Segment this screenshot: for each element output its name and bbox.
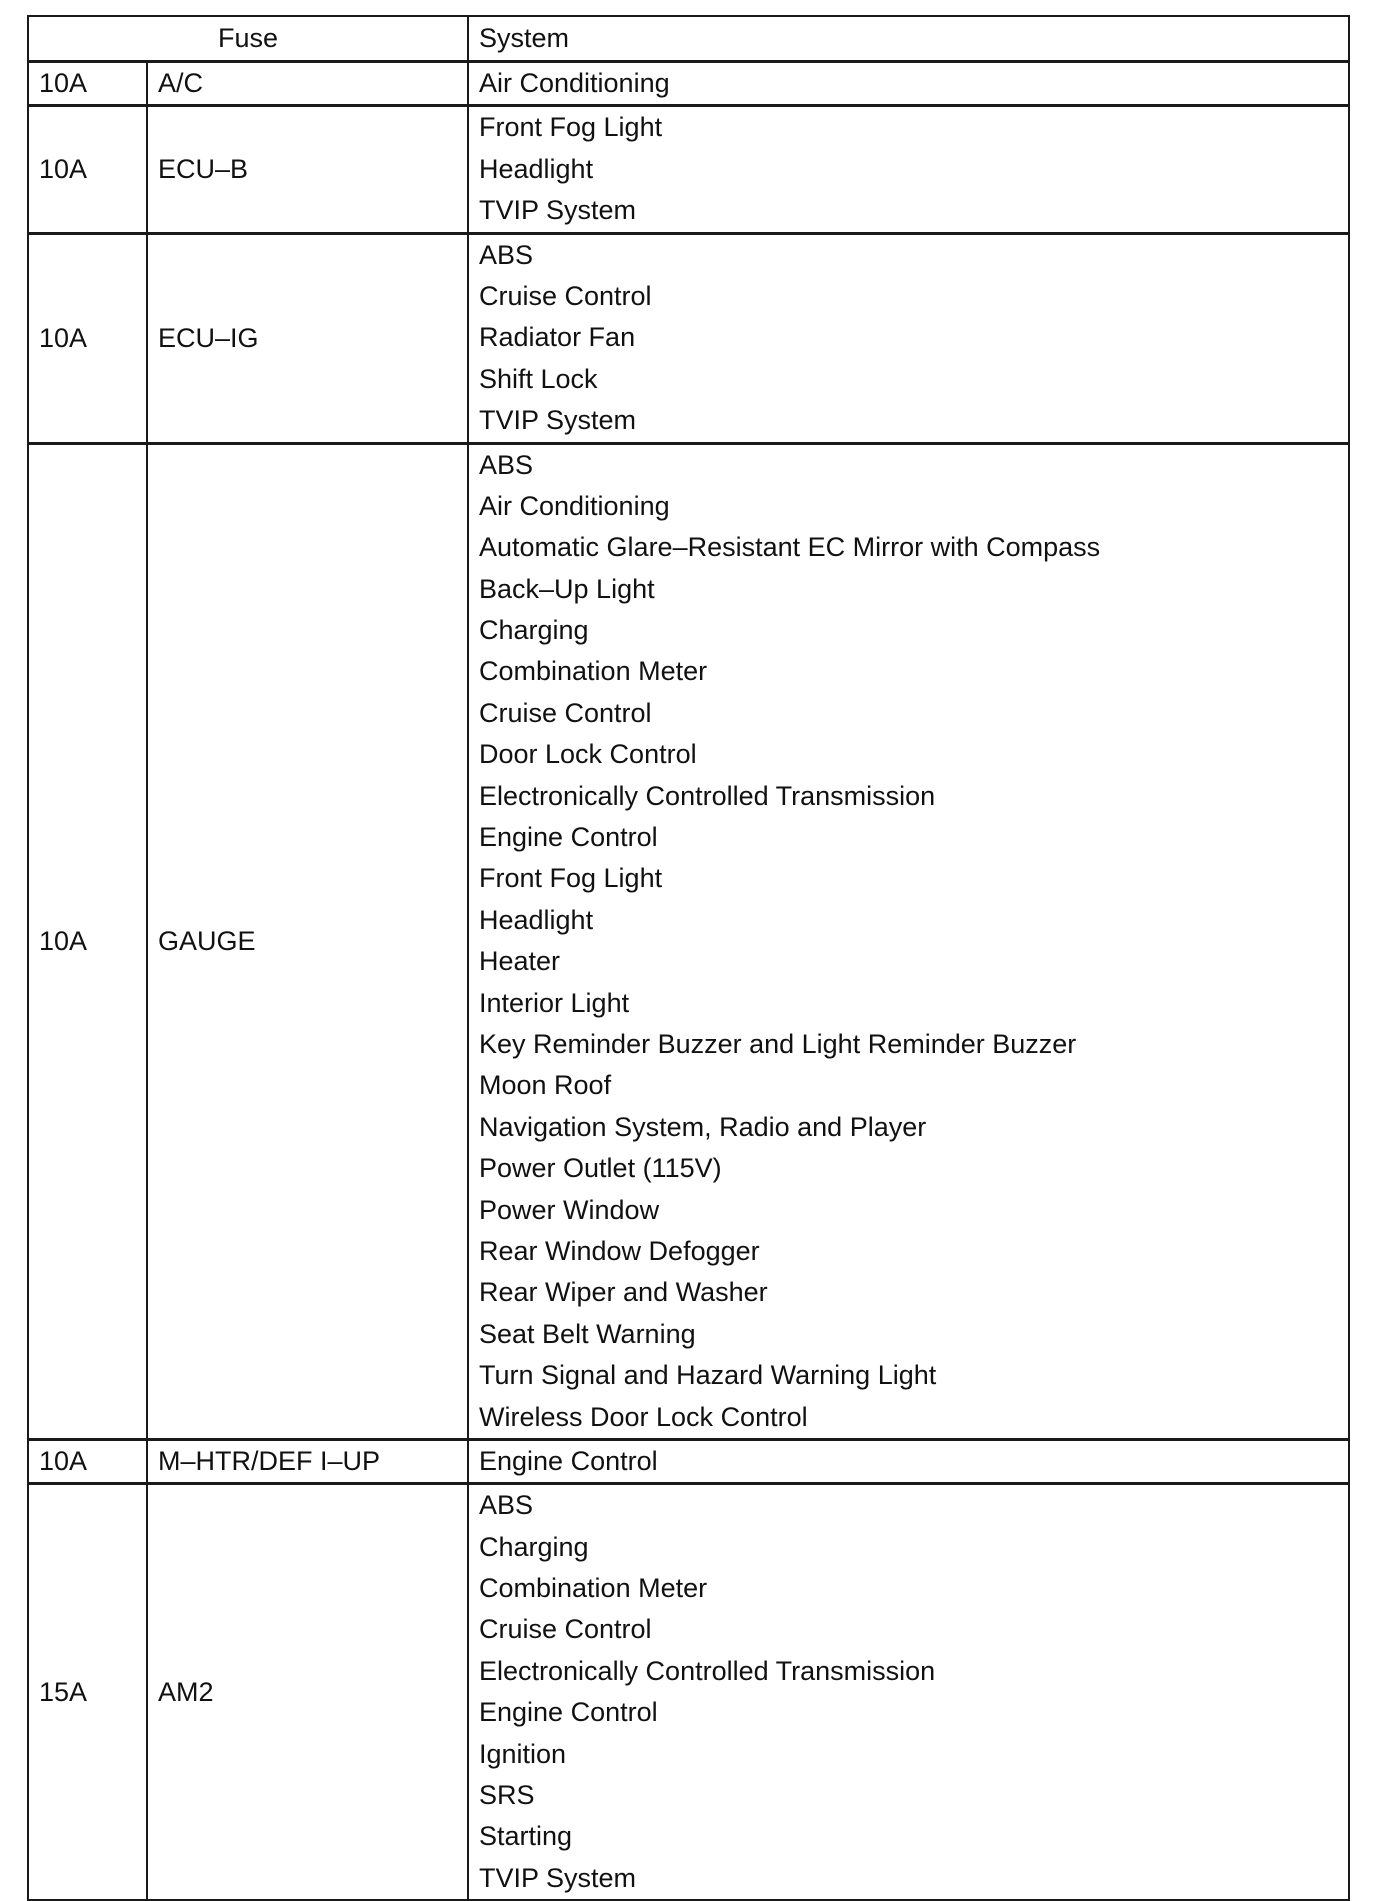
system-item: Engine Control (479, 822, 658, 853)
fuse-name: AM2 (147, 1484, 468, 1900)
system-item: Cruise Control (479, 697, 652, 728)
fuse-row (28, 233, 1349, 443)
fuse-systems (468, 1484, 1349, 1900)
system-item: Ignition (479, 1738, 567, 1769)
fuse-amperage: 10A (28, 62, 147, 106)
header-row (28, 16, 1349, 62)
fuse-name: A/C (147, 62, 468, 106)
fuse-row (28, 1484, 1349, 1900)
system-item: Door Lock Control (479, 739, 697, 770)
system-item: ABS (479, 449, 534, 480)
fuse-table (27, 15, 1350, 1901)
system-item: Front Fog Light (479, 112, 663, 143)
system-item: Electronically Controlled Transmission (479, 780, 936, 811)
system-item: Shift Lock (479, 363, 598, 394)
fuse-name: M–HTR/DEF I–UP (147, 1439, 468, 1483)
system-item: Power Window (479, 1194, 660, 1225)
system-item: Rear Wiper and Washer (479, 1277, 768, 1308)
system-item: Navigation System, Radio and Player (479, 1111, 927, 1142)
fuse-systems (468, 233, 1349, 443)
system-item: TVIP System (479, 405, 637, 436)
system-item: TVIP System (479, 1862, 637, 1893)
system-item: Combination Meter (479, 1573, 708, 1604)
fuse-row (28, 106, 1349, 233)
system-item: Wireless Door Lock Control (479, 1401, 808, 1432)
fuse-header: Fuse (28, 16, 468, 62)
system-item: Starting (479, 1821, 573, 1852)
system-item: Charging (479, 615, 589, 646)
system-item: Radiator Fan (479, 322, 636, 353)
system-item: Front Fog Light (479, 863, 663, 894)
system-item: Back–Up Light (479, 573, 655, 604)
fuse-amperage: 15A (28, 1484, 147, 1900)
system-item: Air Conditioning (479, 68, 670, 98)
fuse-systems (468, 62, 1349, 106)
system-header: System (468, 16, 1349, 62)
fuse-systems (468, 1439, 1349, 1483)
system-item: Automatic Glare–Resistant EC Mirror with Compass (479, 532, 1101, 563)
fuse-table-body (28, 62, 1349, 1901)
system-item: Engine Control (479, 1445, 658, 1476)
system-item: ABS (479, 239, 534, 270)
system-item: Turn Signal and Hazard Warning Light (479, 1360, 937, 1391)
system-item: TVIP System (479, 195, 637, 226)
fuse-amperage: 10A (28, 1439, 147, 1483)
fuse-row (28, 443, 1349, 1439)
system-item: ABS (479, 1490, 534, 1521)
system-item: Heater (479, 946, 561, 977)
system-item: Power Outlet (115V) (479, 1153, 722, 1184)
fuse-row (28, 62, 1349, 106)
fuse-name: GAUGE (147, 443, 468, 1439)
system-item: Cruise Control (479, 1614, 652, 1645)
system-item: Electronically Controlled Transmission (479, 1655, 936, 1686)
system-item: Interior Light (479, 987, 630, 1018)
system-item: Charging (479, 1531, 589, 1562)
fuse-systems (468, 443, 1349, 1439)
fuse-amperage: 10A (28, 443, 147, 1439)
system-item: Key Reminder Buzzer and Light Reminder Buzzer (479, 1028, 1077, 1059)
fuse-name: ECU–IG (147, 233, 468, 443)
fuse-row (28, 1439, 1349, 1483)
system-item: Headlight (479, 904, 594, 935)
fuse-systems (468, 106, 1349, 233)
system-item: Combination Meter (479, 656, 708, 687)
system-item: Cruise Control (479, 280, 652, 311)
system-item: Air Conditioning (479, 490, 670, 521)
system-item: Rear Window Defogger (479, 1235, 760, 1266)
fuse-amperage: 10A (28, 106, 147, 233)
fuse-name: ECU–B (147, 106, 468, 233)
system-item: Seat Belt Warning (479, 1318, 696, 1349)
system-item: SRS (479, 1780, 535, 1811)
fuse-amperage: 10A (28, 233, 147, 443)
system-item: Engine Control (479, 1697, 658, 1728)
system-item: Moon Roof (479, 1070, 612, 1101)
system-item: Headlight (479, 153, 594, 184)
